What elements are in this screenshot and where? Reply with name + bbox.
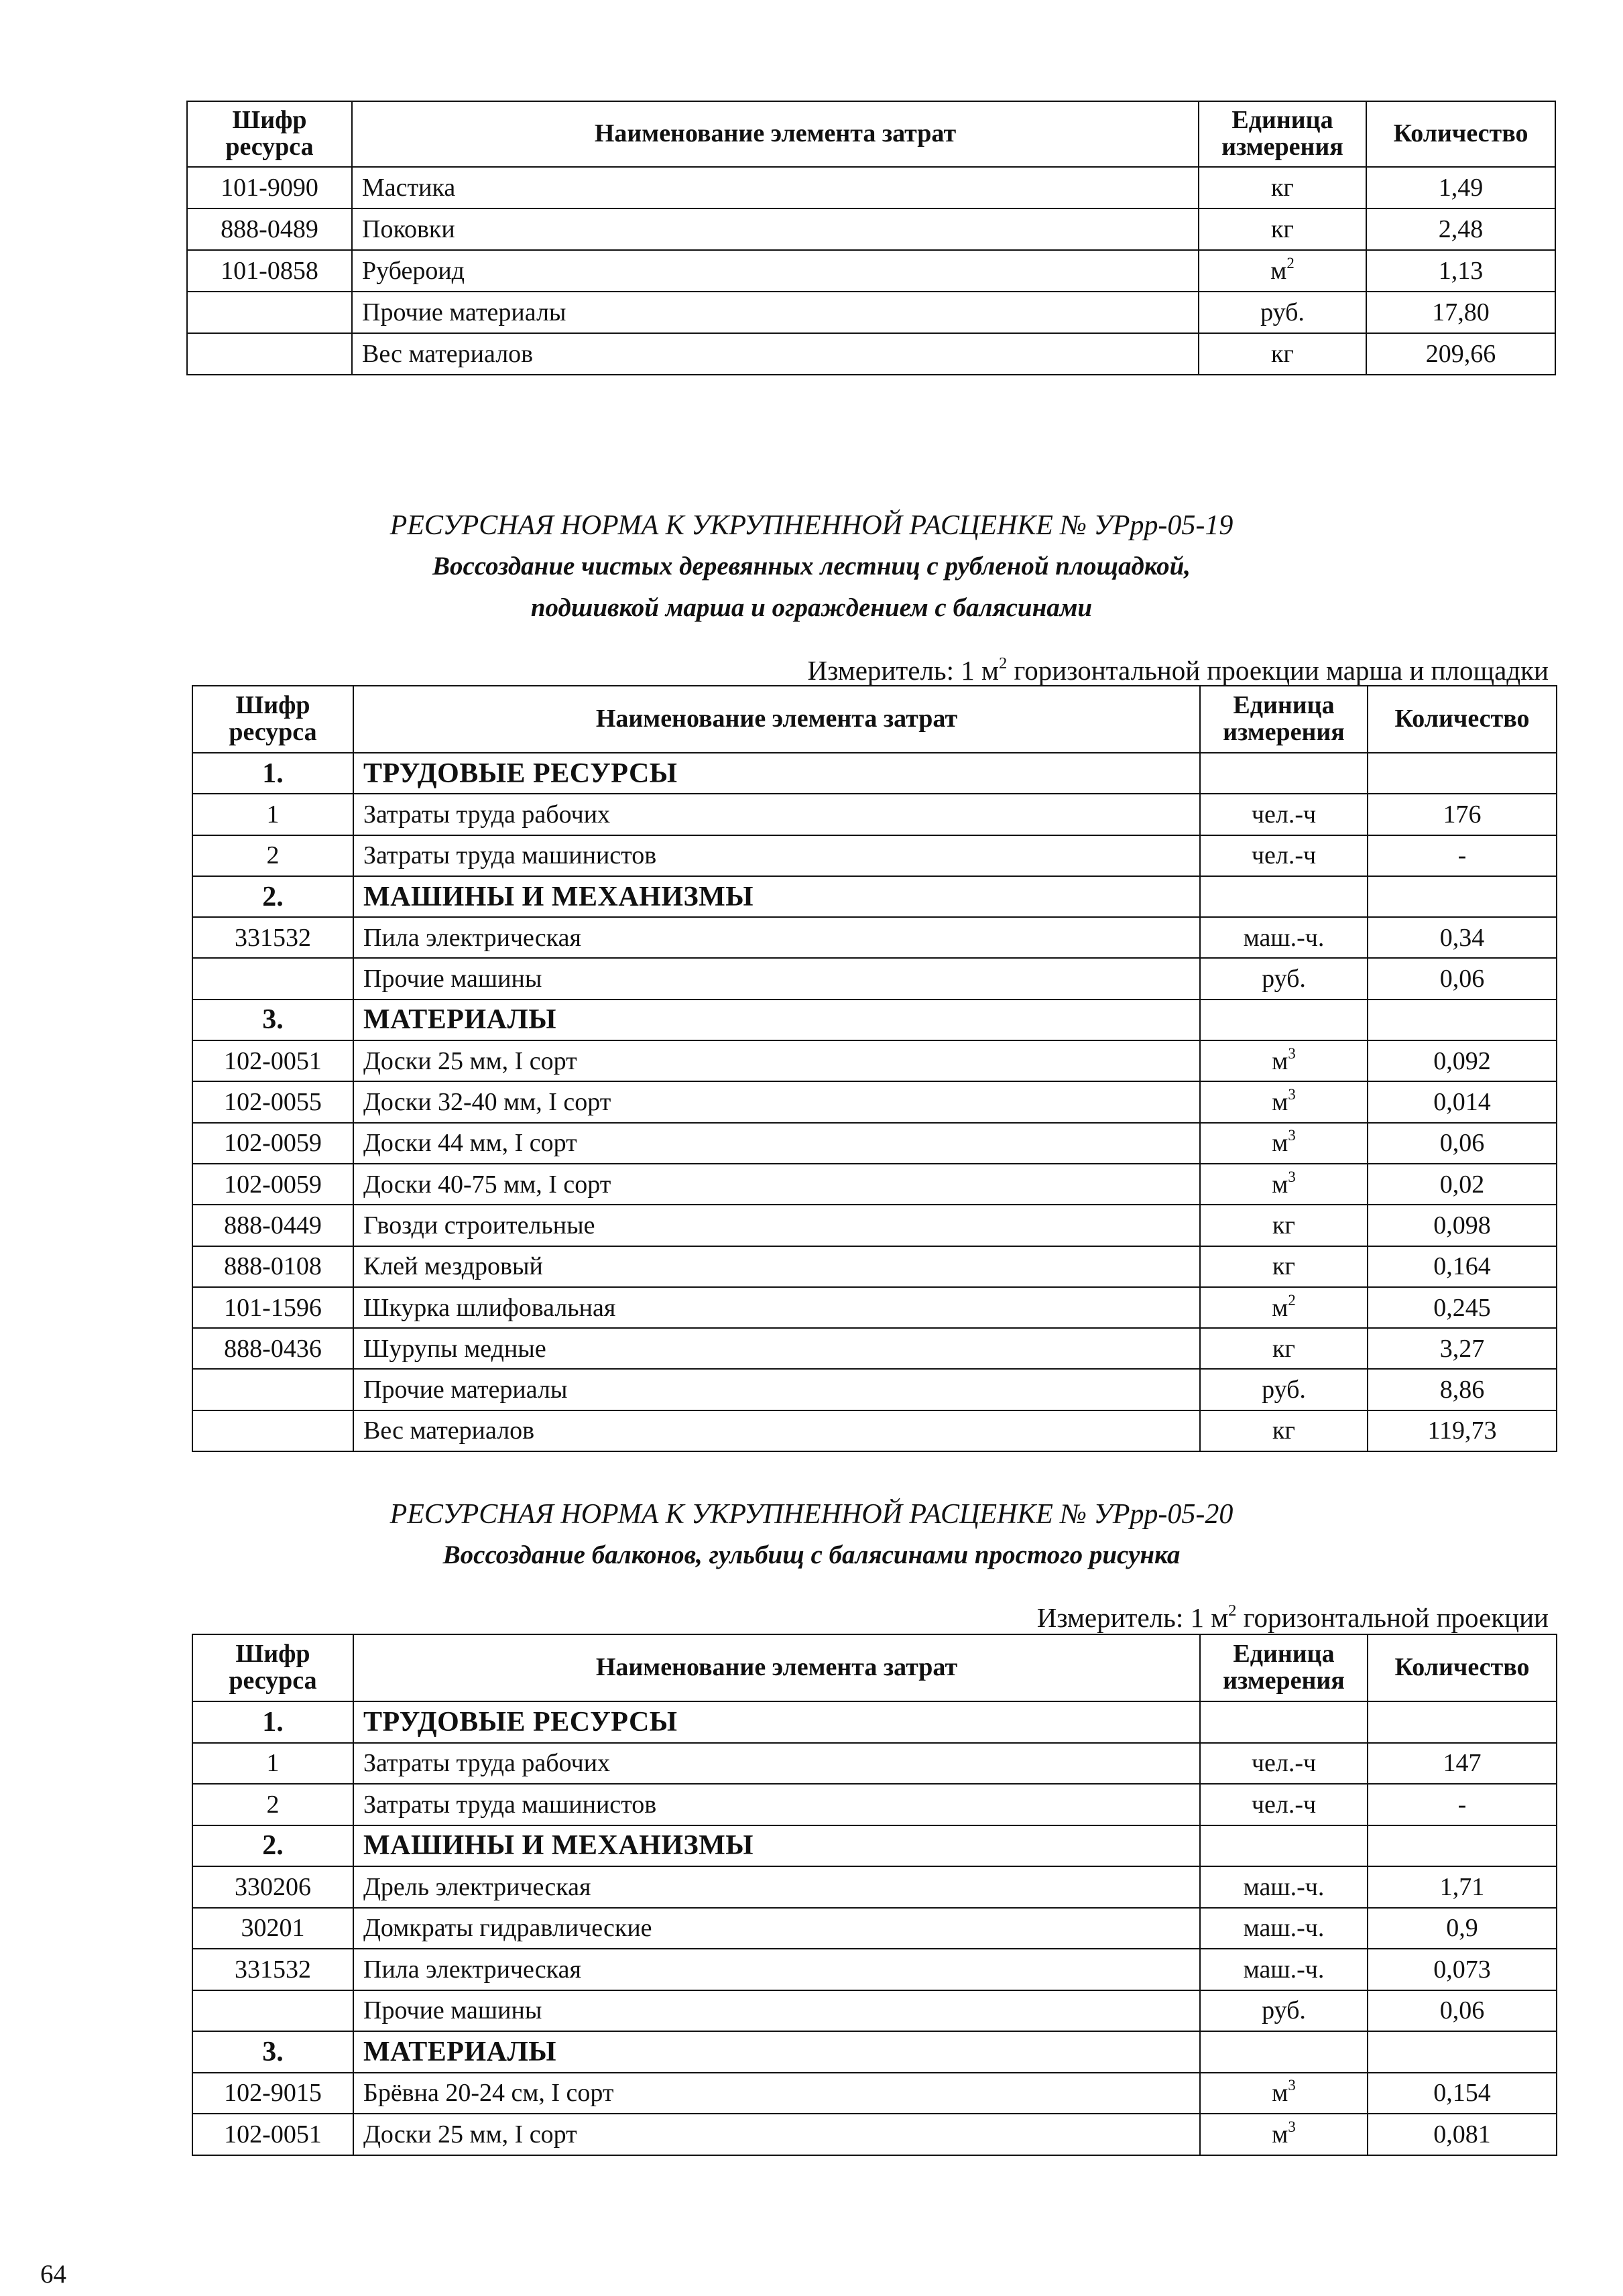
resource-name-cell: МАТЕРИАЛЫ: [353, 1000, 1200, 1040]
resource-code-cell: 3.: [192, 1000, 353, 1040]
table-row: [192, 1743, 1557, 1785]
section-row: [192, 1701, 1557, 1743]
resource-name-cell: Затраты труда рабочих: [353, 794, 1200, 835]
header-unit: Единица измерения: [1200, 1634, 1368, 1701]
resource-code-cell: 331532: [192, 1949, 353, 1990]
table-row: [192, 1287, 1557, 1328]
resource-name-cell: Пила электрическая: [353, 917, 1200, 958]
unit-cell: $м^2$: [1200, 1287, 1368, 1328]
quantity-cell: 0,154: [1368, 2073, 1557, 2114]
norm-20-title: РЕСУРСНАЯ НОРМА К УКРУПНЕННОЙ РАСЦЕНКЕ № УРрр-05-20: [389, 1499, 1234, 1530]
table-row: [192, 1784, 1557, 1825]
resource-code-cell: [192, 1369, 353, 1410]
resource-code-cell: [187, 292, 352, 333]
unit-cell: маш.-ч.: [1200, 917, 1368, 958]
quantity-cell: 0,098: [1368, 1205, 1557, 1246]
resource-code-cell: 3.: [192, 2031, 353, 2073]
section-row: [192, 876, 1557, 917]
section-row: [192, 753, 1557, 794]
resource-code-cell: 330206: [192, 1866, 353, 1908]
unit-cell: руб.: [1200, 1990, 1368, 2032]
quantity-cell: 17,80: [1366, 292, 1555, 333]
resource-code-cell: 102-0055: [192, 1081, 353, 1122]
resource-name-cell: Брёвна 20-24 см, I сорт: [353, 2073, 1200, 2114]
resource-code-cell: 102-0051: [192, 2114, 353, 2155]
table-row: [192, 1990, 1557, 2032]
unit-exponent: 3: [1288, 2077, 1296, 2094]
resource-code-cell: [192, 1410, 353, 1451]
table-row: [192, 1908, 1557, 1949]
resource-name-cell: Прочие машины: [353, 958, 1200, 999]
quantity-cell: 8,86: [1368, 1369, 1557, 1410]
table-row: [192, 1081, 1557, 1122]
unit-exponent: 3: [1288, 1127, 1296, 1144]
resource-code-cell: 888-0108: [192, 1246, 353, 1287]
unit-cell: чел.-ч: [1200, 794, 1368, 835]
quantity-cell: -: [1368, 1784, 1557, 1825]
resource-name-cell: Доски 25 мм, I сорт: [353, 2114, 1200, 2155]
table-row: [187, 250, 1555, 292]
quantity-cell: 119,73: [1368, 1410, 1557, 1451]
unit-cell: $м^3$: [1200, 1081, 1368, 1122]
table-row: [192, 1205, 1557, 1246]
norm-19-title: РЕСУРСНАЯ НОРМА К УКРУПНЕННОЙ РАСЦЕНКЕ № УРрр-05-19: [389, 510, 1234, 541]
unit-cell: кг: [1200, 1410, 1368, 1451]
unit-cell: руб.: [1200, 1369, 1368, 1410]
resource-code-cell: 30201: [192, 1908, 353, 1949]
resource-name-cell: Клей мездровый: [353, 1246, 1200, 1287]
unit-cell: кг: [1199, 333, 1366, 375]
resource-name-cell: Вес материалов: [353, 1410, 1200, 1451]
quantity-cell: 176: [1368, 794, 1557, 835]
section-row: [192, 2031, 1557, 2073]
quantity-cell: [1368, 1825, 1557, 1867]
quantity-cell: 0,081: [1368, 2114, 1557, 2155]
table-row: [192, 2073, 1557, 2114]
table-row: [187, 292, 1555, 333]
quantity-cell: 147: [1368, 1743, 1557, 1785]
resource-code-cell: 888-0489: [187, 208, 352, 250]
unit-cell: кг: [1200, 1205, 1368, 1246]
unit-cell: кг: [1199, 167, 1366, 208]
quantity-cell: 0,014: [1368, 1081, 1557, 1122]
resource-name-cell: Пила электрическая: [353, 1949, 1200, 1990]
header-name: Наименование элемента затрат: [353, 686, 1200, 753]
resource-code-cell: 102-0059: [192, 1164, 353, 1205]
table-row: [192, 917, 1557, 958]
header-unit: Единица измерения: [1199, 101, 1366, 167]
resource-code-cell: 102-9015: [192, 2073, 353, 2114]
resource-code-cell: 2: [192, 835, 353, 876]
quantity-cell: [1368, 876, 1557, 917]
unit-cell: маш.-ч.: [1200, 1949, 1368, 1990]
quantity-cell: 0,092: [1368, 1040, 1557, 1081]
unit-cell: $м^3$: [1200, 1164, 1368, 1205]
resource-name-cell: Поковки: [352, 208, 1199, 250]
resource-code-cell: 2.: [192, 876, 353, 917]
quantity-cell: [1368, 753, 1557, 794]
page-number: 64: [40, 2260, 66, 2289]
resource-code-cell: 102-0051: [192, 1040, 353, 1081]
resource-name-cell: Шурупы медные: [353, 1328, 1200, 1369]
table-row: [192, 2114, 1557, 2155]
table-header-row: [192, 1634, 1557, 1701]
table-row: [192, 1246, 1557, 1287]
unit-cell: $м^2$: [1199, 250, 1366, 292]
resource-name-cell: МАТЕРИАЛЫ: [353, 2031, 1200, 2073]
section-row: [192, 1825, 1557, 1867]
resource-code-cell: [192, 1990, 353, 2032]
resource-name-cell: Доски 44 мм, I сорт: [353, 1123, 1200, 1164]
unit-cell: кг: [1199, 208, 1366, 250]
unit-exponent: 2: [1286, 255, 1295, 272]
resource-code-cell: 2: [192, 1784, 353, 1825]
resource-code-cell: 1: [192, 1743, 353, 1785]
resource-code-cell: 1.: [192, 753, 353, 794]
resource-name-cell: Доски 32-40 мм, I сорт: [353, 1081, 1200, 1122]
unit-cell: руб.: [1199, 292, 1366, 333]
table-row: [187, 208, 1555, 250]
table-header-row: [187, 101, 1555, 167]
table-row: [192, 1164, 1557, 1205]
quantity-cell: 0,34: [1368, 917, 1557, 958]
quantity-cell: 0,06: [1368, 958, 1557, 999]
unit-cell: кг: [1200, 1246, 1368, 1287]
quantity-cell: 1,13: [1366, 250, 1555, 292]
unit-exponent: 3: [1288, 1168, 1296, 1185]
resource-name-cell: ТРУДОВЫЕ РЕСУРСЫ: [353, 1701, 1200, 1743]
resource-name-cell: Прочие машины: [353, 1990, 1200, 2032]
quantity-cell: 2,48: [1366, 208, 1555, 250]
resource-code-cell: [192, 958, 353, 999]
header-quantity: Количество: [1366, 101, 1555, 167]
resource-name-cell: Доски 25 мм, I сорт: [353, 1040, 1200, 1081]
header-quantity: Количество: [1368, 1634, 1557, 1701]
unit-cell: [1200, 753, 1368, 794]
resource-name-cell: Гвозди строительные: [353, 1205, 1200, 1246]
resource-name-cell: МАШИНЫ И МЕХАНИЗМЫ: [353, 876, 1200, 917]
resource-name-cell: Затраты труда рабочих: [353, 1743, 1200, 1785]
resource-name-cell: Вес материалов: [352, 333, 1199, 375]
resource-code-cell: 331532: [192, 917, 353, 958]
table-header-row: [192, 686, 1557, 753]
norm-20-subtitle-1: Воссоздание балконов, гульбищ с балясинами простого рисунка: [442, 1540, 1181, 1569]
header-name: Наименование элемента затрат: [352, 101, 1199, 167]
resource-name-cell: Прочие материалы: [353, 1369, 1200, 1410]
resource-code-cell: 1: [192, 794, 353, 835]
resource-name-cell: Доски 40-75 мм, I сорт: [353, 1164, 1200, 1205]
unit-cell: $м^3$: [1200, 1040, 1368, 1081]
table-row: [192, 1123, 1557, 1164]
resource-code-cell: 2.: [192, 1825, 353, 1867]
unit-exponent: 3: [1288, 2118, 1296, 2135]
resource-name-cell: Затраты труда машинистов: [353, 835, 1200, 876]
section-row: [192, 1000, 1557, 1040]
quantity-cell: 0,245: [1368, 1287, 1557, 1328]
resource-name-cell: Затраты труда машинистов: [353, 1784, 1200, 1825]
resource-code-cell: 888-0436: [192, 1328, 353, 1369]
unit-cell: кг: [1200, 1328, 1368, 1369]
header-unit: Единица измерения: [1200, 686, 1368, 753]
unit-cell: маш.-ч.: [1200, 1908, 1368, 1949]
unit-exponent: 3: [1288, 1086, 1296, 1103]
quantity-cell: [1368, 2031, 1557, 2073]
resource-code-cell: [187, 333, 352, 375]
quantity-cell: 1,71: [1368, 1866, 1557, 1908]
norm-20-meter: Измеритель: 1 $м^2$ горизонтальной проекции: [1036, 1601, 1549, 1633]
header-code: Шифр ресурса: [192, 686, 353, 753]
quantity-cell: 0,9: [1368, 1908, 1557, 1949]
resource-name-cell: Мастика: [352, 167, 1199, 208]
resource-code-cell: 102-0059: [192, 1123, 353, 1164]
quantity-cell: 0,06: [1368, 1990, 1557, 2032]
resource-name-cell: ТРУДОВЫЕ РЕСУРСЫ: [353, 753, 1200, 794]
unit-cell: [1200, 876, 1368, 917]
resource-table-continuation: [186, 101, 1556, 375]
resource-code-cell: 888-0449: [192, 1205, 353, 1246]
resource-code-cell: 101-0858: [187, 250, 352, 292]
table-row: [192, 794, 1557, 835]
resource-name-cell: Прочие материалы: [352, 292, 1199, 333]
resource-name-cell: Домкраты гидравлические: [353, 1908, 1200, 1949]
header-code: Шифр ресурса: [192, 1634, 353, 1701]
table-row: [192, 1949, 1557, 1990]
resource-code-cell: 1.: [192, 1701, 353, 1743]
resource-code-cell: 101-9090: [187, 167, 352, 208]
resource-code-cell: 101-1596: [192, 1287, 353, 1328]
unit-exponent: 3: [1288, 1044, 1296, 1062]
unit-cell: руб.: [1200, 958, 1368, 999]
resource-name-cell: Рубероид: [352, 250, 1199, 292]
quantity-cell: [1368, 1000, 1557, 1040]
unit-cell: чел.-ч: [1200, 835, 1368, 876]
quantity-cell: 209,66: [1366, 333, 1555, 375]
unit-cell: [1200, 1000, 1368, 1040]
table-row: [187, 167, 1555, 208]
norm-19-subtitle-2: подшивкой марша и ограждением с балясинами: [530, 593, 1093, 622]
norm-19-subtitle-1: Воссоздание чистых деревянных лестниц с рубленой площадкой,: [432, 552, 1191, 581]
unit-cell: чел.-ч: [1200, 1784, 1368, 1825]
quantity-cell: 0,164: [1368, 1246, 1557, 1287]
header-quantity: Количество: [1368, 686, 1557, 753]
unit-cell: [1200, 2031, 1368, 2073]
quantity-cell: 1,49: [1366, 167, 1555, 208]
unit-cell: [1200, 1701, 1368, 1743]
quantity-cell: 3,27: [1368, 1328, 1557, 1369]
table-row: [192, 835, 1557, 876]
unit-cell: $м^3$: [1200, 2114, 1368, 2155]
unit-cell: $м^3$: [1200, 1123, 1368, 1164]
header-name: Наименование элемента затрат: [353, 1634, 1200, 1701]
resource-table-norm-20: [192, 1634, 1557, 2156]
quantity-cell: 0,073: [1368, 1949, 1557, 1990]
header-code: Шифр ресурса: [187, 101, 352, 167]
quantity-cell: -: [1368, 835, 1557, 876]
unit-cell: чел.-ч: [1200, 1743, 1368, 1785]
unit-exponent: 2: [1288, 1291, 1296, 1309]
unit-cell: маш.-ч.: [1200, 1866, 1368, 1908]
unit-cell: [1200, 1825, 1368, 1867]
table-row: [192, 1040, 1557, 1081]
resource-table-norm-19: [192, 685, 1557, 1452]
table-row: [192, 958, 1557, 999]
resource-name-cell: МАШИНЫ И МЕХАНИЗМЫ: [353, 1825, 1200, 1867]
table-row: [192, 1328, 1557, 1369]
table-row: [192, 1410, 1557, 1451]
resource-name-cell: Шкурка шлифовальная: [353, 1287, 1200, 1328]
table-row: [192, 1369, 1557, 1410]
quantity-cell: 0,02: [1368, 1164, 1557, 1205]
table-row: [187, 333, 1555, 375]
table-row: [192, 1866, 1557, 1908]
quantity-cell: 0,06: [1368, 1123, 1557, 1164]
quantity-cell: [1368, 1701, 1557, 1743]
norm-19-meter: Измеритель: 1 $м^2$ горизонтальной проекции марша и площадки: [807, 654, 1549, 686]
unit-cell: $м^3$: [1200, 2073, 1368, 2114]
resource-name-cell: Дрель электрическая: [353, 1866, 1200, 1908]
